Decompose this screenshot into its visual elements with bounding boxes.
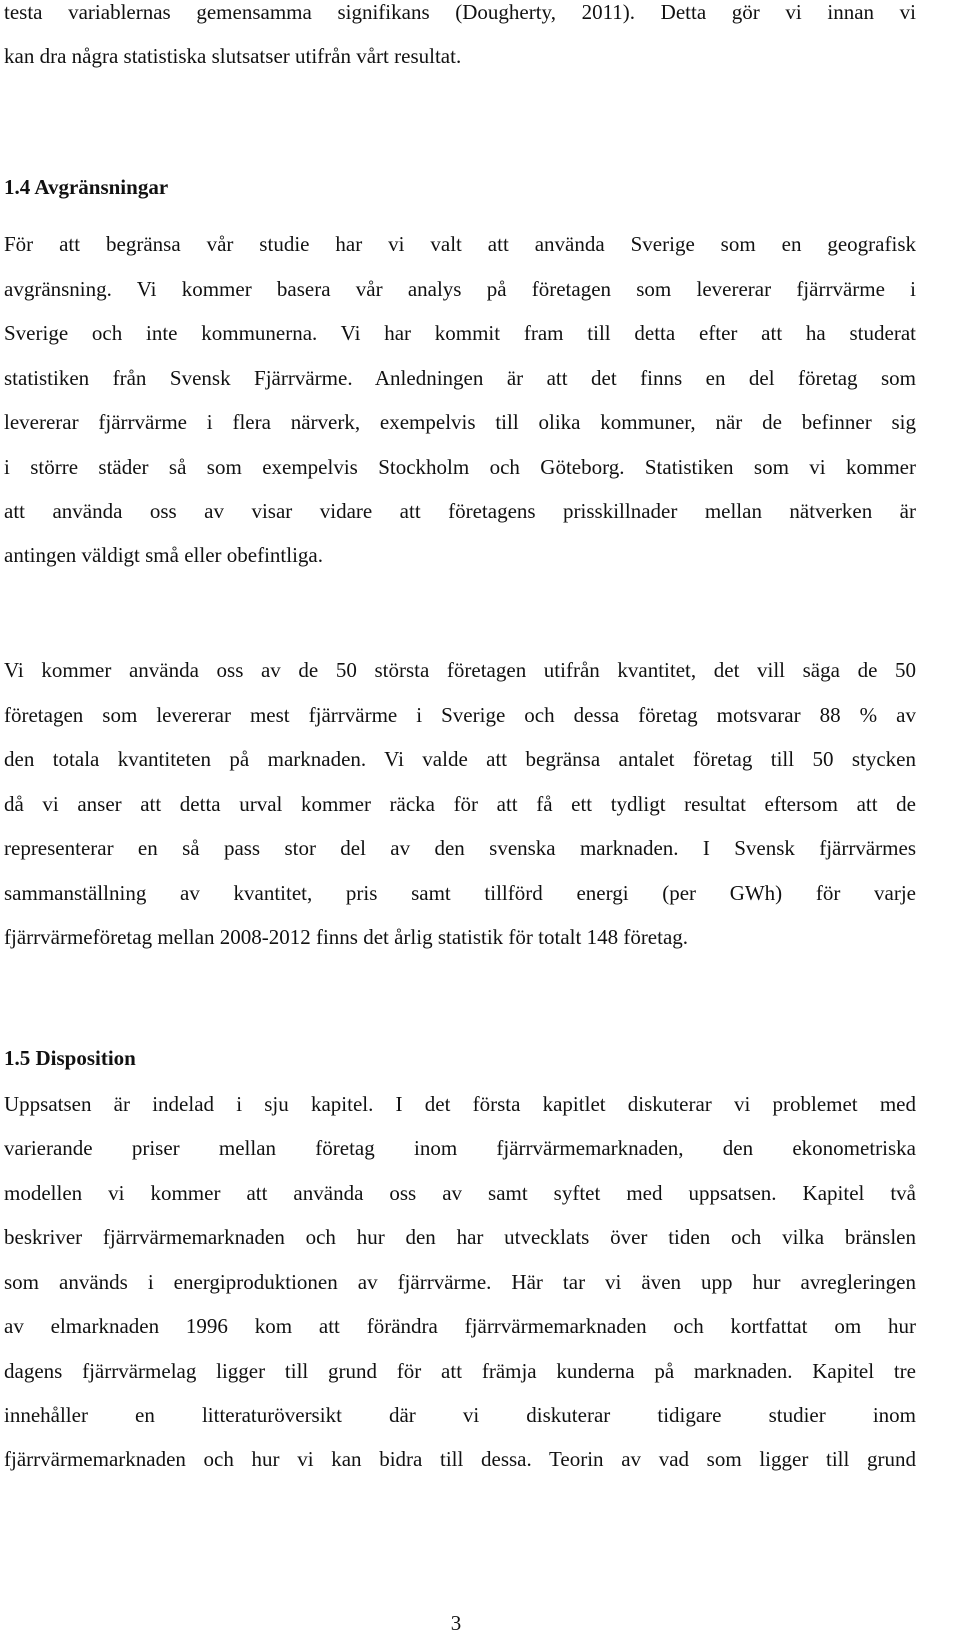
intro-line-2: kan dra några statistiska slutsatser utifrån vårt resultat. (4, 44, 462, 68)
paragraph-line: Sverige och inte kommunerna. Vi har kommit fram till detta efter att ha studerat (4, 321, 916, 345)
paragraph-line: av elmarknaden 1996 kom att förändra fjärrvärmemarknaden och kortfattat om hur (4, 1314, 916, 1338)
paragraph-line: avgränsning. Vi kommer basera vår analys på företagen som levererar fjärrvärme i (4, 277, 916, 301)
paragraph-line: antingen väldigt små eller obefintliga. (4, 543, 323, 567)
paragraph-line: fjärrvärmeföretag mellan 2008-2012 finns det årlig statistik för totalt 148 företag. (4, 925, 689, 949)
paragraph-line: då vi anser att detta urval kommer räcka för att få ett tydligt resultat eftersom att de (4, 792, 916, 816)
paragraph-line: den totala kvantiteten på marknaden. Vi valde att begränsa antalet företag till 50 stycken (4, 747, 916, 771)
paragraph-line: fjärrvärmemarknaden och hur vi kan bidra till dessa. Teorin av vad som ligger till grund (4, 1447, 916, 1471)
paragraph-line: att använda oss av visar vidare att företagens prisskillnader mellan nätverken är (4, 499, 916, 523)
paragraph-line: För att begränsa vår studie har vi valt att använda Sverige som en geografisk (4, 232, 916, 256)
paragraph-line: modellen vi kommer att använda oss av samt syftet med uppsatsen. Kapitel två (4, 1181, 916, 1205)
paragraph-line: företagen som levererar mest fjärrvärme i Sverige och dessa företag motsvarar 88 % av (4, 703, 916, 727)
paragraph-line: statistiken från Svensk Fjärrvärme. Anledningen är att det finns en del företag som (4, 366, 916, 390)
paragraph-line: i större städer så som exempelvis Stockholm och Göteborg. Statistiken som vi kommer (4, 455, 916, 479)
section-heading-1-5: 1.5 Disposition (4, 1046, 136, 1070)
paragraph-line: beskriver fjärrvärmemarknaden och hur den har utvecklats över tiden och vilka bränslen (4, 1225, 916, 1249)
paragraph-line: sammanställning av kvantitet, pris samt tillförd energi (per GWh) för varje (4, 881, 916, 905)
page-number: 3 (450, 1611, 462, 1635)
paragraph-line: Vi kommer använda oss av de 50 största företagen utifrån kvantitet, det vill säga de 50 (4, 658, 916, 682)
paragraph-line: Uppsatsen är indelad i sju kapitel. I det första kapitlet diskuterar vi problemet med (4, 1092, 916, 1116)
paragraph-line: representerar en så pass stor del av den svenska marknaden. I Svensk fjärrvärmes (4, 836, 916, 860)
paragraph-line: innehåller en litteraturöversikt där vi diskuterar tidigare studier inom (4, 1403, 916, 1427)
paragraph-line: dagens fjärrvärmelag ligger till grund för att främja kunderna på marknaden. Kapitel tre (4, 1359, 916, 1383)
paragraph-line: som används i energiproduktionen av fjärrvärme. Här tar vi även upp hur avregleringen (4, 1270, 916, 1294)
paragraph-line: levererar fjärrvärme i flera närverk, exempelvis till olika kommuner, när de befinner sig (4, 410, 916, 434)
paragraph-line: varierande priser mellan företag inom fjärrvärmemarknaden, den ekonometriska (4, 1136, 916, 1160)
intro-line-1: testa variablernas gemensamma signifikans (Dougherty, 2011). Detta gör vi innan vi (4, 0, 916, 24)
section-heading-1-4: 1.4 Avgränsningar (4, 175, 169, 199)
